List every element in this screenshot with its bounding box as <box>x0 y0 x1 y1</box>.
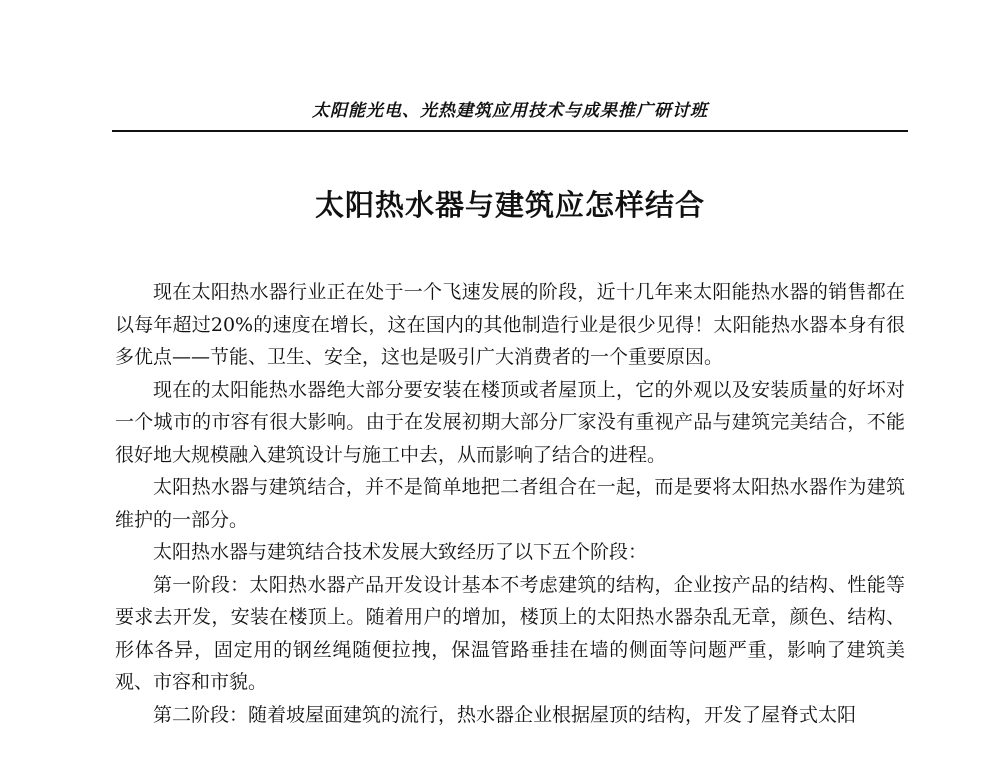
document-title: 太阳热水器与建筑应怎样结合 <box>314 188 705 222</box>
header-rule <box>112 130 908 132</box>
running-header: 太阳能光电、光热建筑应用技术与成果推广研讨班 <box>312 101 708 121</box>
paragraph-stage-two: 第二阶段：随着坡屋面建筑的流行，热水器企业根据屋顶的结构，开发了屋脊式太阳 <box>153 703 857 726</box>
paragraph-integration: 太阳热水器与建筑结合，并不是简单地把二者组合在一起，而是要将太阳热水器作为建筑维护的一部分。 <box>115 476 905 531</box>
paragraph-appearance: 现在的太阳能热水器绝大部分要安装在楼顶或者屋顶上，它的外观以及安装质量的好坏对一个城市的市容有很大影响。由于在发展初期大部分厂家没有重视产品与建筑完美结合，不能很好地大规模融入建筑设计与施工中去，从而影响了结合的进程。 <box>115 378 905 466</box>
paragraph-stage-one: 第一阶段：太阳热水器产品开发设计基本不考虑建筑的结构，企业按产品的结构、性能等要求去开发，安装在楼顶上。随着用户的增加，楼顶上的太阳热水器杂乱无章，颜色、结构、形体各异，固定用的钢丝绳随便拉拽，保温管路垂挂在墙的侧面等问题严重，影响了建筑美观、市容和市貌。 <box>115 573 905 693</box>
paragraph-stages-intro: 太阳热水器与建筑结合技术发展大致经历了以下五个阶段： <box>153 541 648 563</box>
paragraph-intro: 现在太阳热水器行业正在处于一个飞速发展的阶段，近十几年来太阳能热水器的销售都在以每年超过20%的速度在增长，这在国内的其他制造行业是很少见得！太阳能热水器本身有很多优点——节能、卫生、安全，这也是吸引广大消费者的一个重要原因。 <box>115 281 905 368</box>
document-body <box>115 276 905 731</box>
